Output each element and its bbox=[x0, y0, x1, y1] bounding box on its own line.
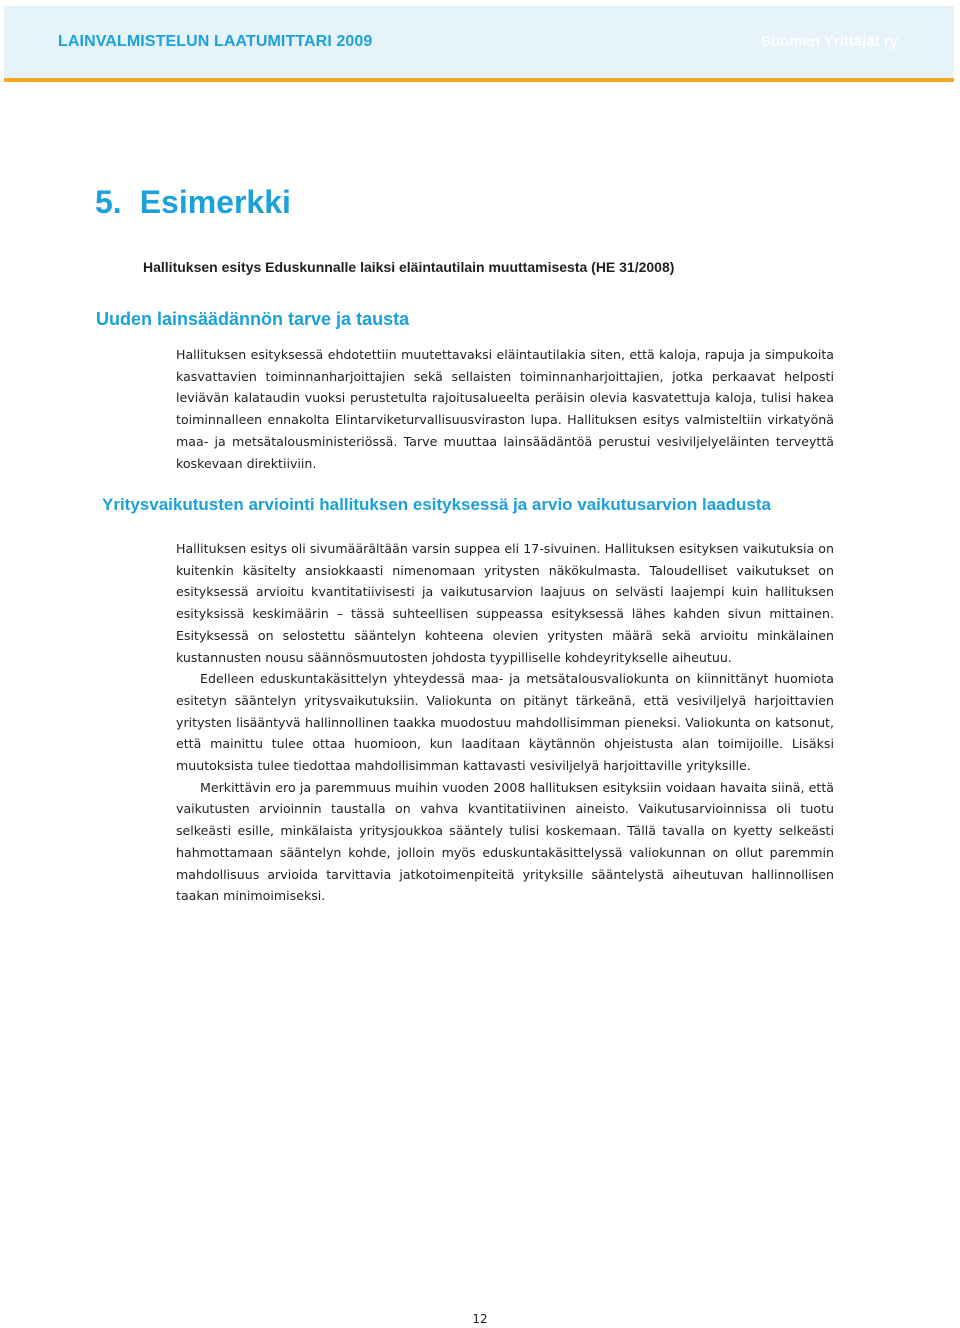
paragraph: Hallituksen esitys oli sivumäärältään varsin suppea eli 17-sivuinen. Hallituksen esityksen vaikutuksia on kuitenkin käsitelty ansiokkaasti nimenomaan yritysten näkökulmasta. Taloudelliset vaikutukset on esityksessä arvioitu kvantitatiivisesti ja vaikutusarvion laajuus on selvästi laajempi kuin hallituksen esityksissä keskimäärin – tässä suhteellisen suppeassa esityksessä lähes kahden sivun mittainen. Esityksessä on selostettu sääntelyn kohteena olevien yritysten määrä sekä arvioitu minkälainen kustannusten nousu säännösmuutosten johdosta tyypilliselle kohdeyritykselle aiheutuu. bbox=[176, 541, 834, 665]
page-number: 12 bbox=[472, 1312, 488, 1326]
section-heading-impact-assessment: Yritysvaikutusten arviointi hallituksen esityksessä ja arvio vaikutusarvion laadusta bbox=[102, 495, 771, 514]
paragraph: Merkittävin ero ja paremmuus muihin vuoden 2008 hallituksen esityksiin voidaan havaita siinä, että vaikutusten arvioinnin taustalla on vahva kvantitatiivinen aineisto. Vaikutusarvioinnissa oli tuotu selkeästi esille, minkälaista yritysjoukkoa sääntely tulisi koskemaan. Tällä tavalla on kyetty selkeästi hahmottamaan sääntelyn kohde, jolloin myös eduskuntakäsittelyssä valiokunnan on ollut paremmin mahdollisuus arvioida tarvittavia jatkotoimenpiteitä yrityksille sääntelystä aiheutuvan hallinnollisen taakan minimoimiseksi. bbox=[176, 779, 834, 904]
section-body-impact-assessment bbox=[176, 538, 834, 907]
chapter-subtitle: Hallituksen esitys Eduskunnalle laiksi eläintautilain muuttamisesta (HE 31/2008) bbox=[143, 259, 675, 275]
section-body-background bbox=[176, 344, 834, 474]
paragraph: Edelleen eduskuntakäsittelyn yhteydessä maa- ja metsätalousvaliokunta on kiinnittänyt huomiota esitetyn sääntelyn yritysvaikutuksiin. Valiokunta on pitänyt tärkeänä, että vesiviljelyä harjoittavien yritysten lisääntyvä hallinnollinen taakka muodostuu mahdollisimman pieneksi. Valiokunta on katsonut, että mainittu tulee ottaa huomioon, kun laaditaan käytännön ohjeistusta alan toimijoille. Lisäksi muutoksista tulee tiedottaa mahdollisimman kattavasti vesiviljelyä harjoittaville yrityksille. bbox=[176, 671, 834, 774]
chapter-title bbox=[95, 182, 291, 222]
chapter-number: 5. bbox=[95, 184, 122, 220]
organization-name: Suomen Yrittäjät ry bbox=[760, 33, 898, 50]
chapter-title-text: Esimerkki bbox=[139, 184, 291, 220]
section-heading-background: Uuden lainsäädännön tarve ja tausta bbox=[96, 309, 410, 329]
document-title: LAINVALMISTELUN LAATUMITTARI 2009 bbox=[58, 33, 373, 50]
paragraph: Hallituksen esityksessä ehdotettiin muutettavaksi eläintautilakia siten, että kaloja, rapuja ja simpukoita kasvattavien toiminnanharjoittajien sekä sellaisten toiminnanharjoittajien, jotka perkaavat helposti leviävän kalataudin vuoksi perustetulta rajoitusalueelta peräisin olevia kasvatettuja kaloja, tulisi hakea toiminnalleen ennakolta Elintarviketurvallisuusviraston lupa. Hallituksen esitys valmisteltiin virkatyönä maa- ja metsätalousministeriössä. Tarve muuttaa lainsäädäntöä perustui vesiviljelyeläinten terveyttä koskevaan direktiiviin. bbox=[176, 347, 834, 471]
